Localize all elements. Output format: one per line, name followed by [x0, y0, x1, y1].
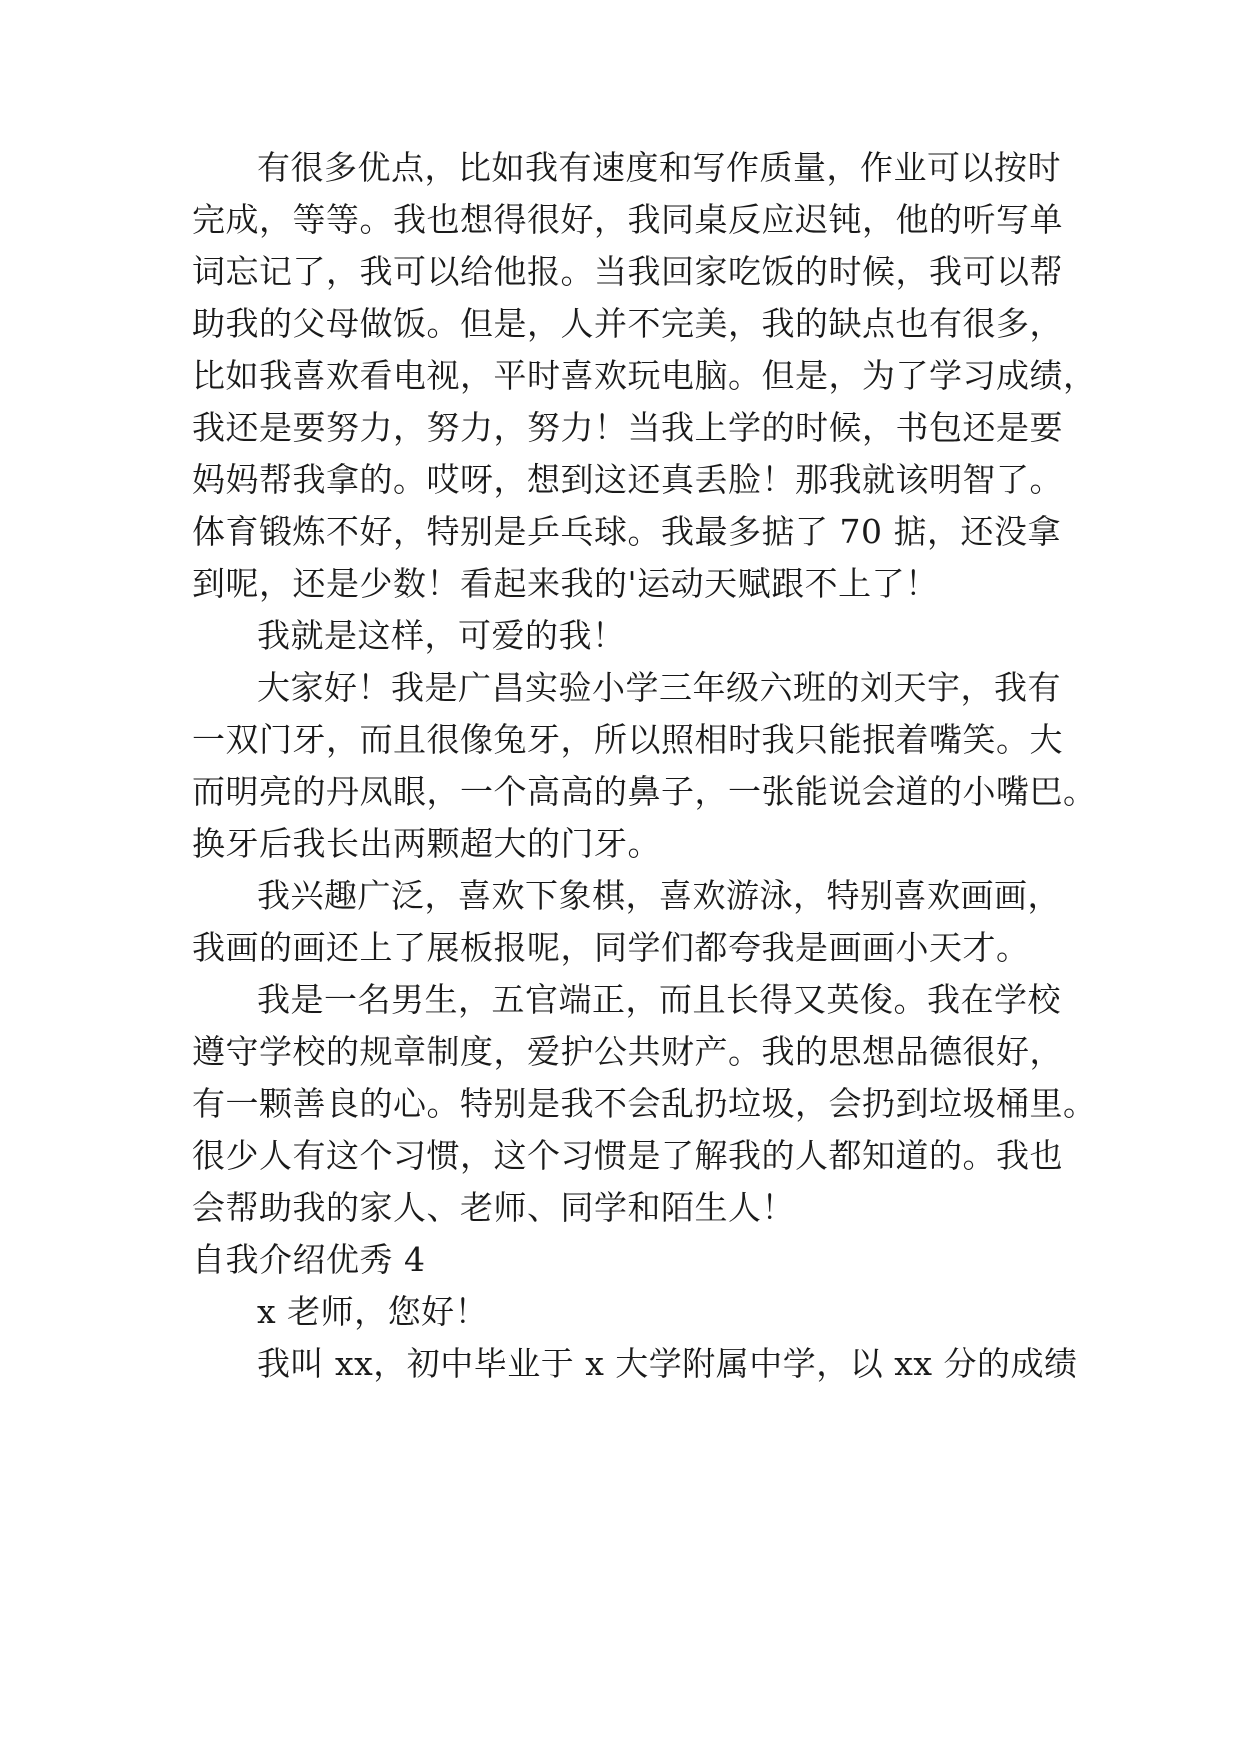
- text-line: 我就是这样，可爱的我！: [257, 616, 626, 655]
- text-line: 我还是要努力，努力，努力！当我上学的时候，书包还是要: [192, 408, 1063, 447]
- text-line: 到呢，还是少数！看起来我的'运动天赋跟不上了！: [192, 564, 939, 603]
- text-line: 换牙后我长出两颗超大的门牙。: [192, 824, 661, 863]
- text-line: 遵守学校的规章制度，爱护公共财产。我的思想品德很好，: [192, 1032, 1063, 1071]
- text-line: 而明亮的丹凤眼，一个高高的鼻子，一张能说会道的小嘴巴。: [192, 772, 1097, 811]
- text-line: 体育锻炼不好，特别是乒乓球。我最多掂了 70 掂，还没拿: [192, 512, 1061, 551]
- text-line: x 老师，您好！: [257, 1292, 489, 1331]
- text-line: 会帮助我的家人、老师、同学和陌生人！: [192, 1188, 795, 1227]
- text-line: 我叫 xx，初中毕业于 x 大学附属中学，以 xx 分的成绩: [257, 1344, 1078, 1383]
- text-line: 完成，等等。我也想得很好，我同桌反应迟钝，他的听写单: [192, 200, 1063, 239]
- text-line: 比如我喜欢看电视，平时喜欢玩电脑。但是，为了学习成绩，: [192, 356, 1097, 395]
- text-line: 词忘记了，我可以给他报。当我回家吃饭的时候，我可以帮: [192, 252, 1063, 291]
- text-line: 我兴趣广泛，喜欢下象棋，喜欢游泳，特别喜欢画画，: [257, 876, 1061, 915]
- text-line: 有很多优点，比如我有速度和写作质量，作业可以按时: [257, 148, 1061, 187]
- text-line: 很少人有这个习惯，这个习惯是了解我的人都知道的。我也: [192, 1136, 1063, 1175]
- text-line: 助我的父母做饭。但是，人并不完美，我的缺点也有很多，: [192, 304, 1063, 343]
- text-line: 有一颗善良的心。特别是我不会乱扔垃圾，会扔到垃圾桶里。: [192, 1084, 1097, 1123]
- text-line: 一双门牙，而且很像兔牙，所以照相时我只能抿着嘴笑。大: [192, 720, 1063, 759]
- text-line: 妈妈帮我拿的。哎呀，想到这还真丢脸！那我就该明智了。: [192, 460, 1063, 499]
- text-line: 我是一名男生，五官端正，而且长得又英俊。我在学校: [257, 980, 1061, 1019]
- text-line: 大家好！我是广昌实验小学三年级六班的刘天宇，我有: [257, 668, 1061, 707]
- section-heading: 自我介绍优秀 4: [192, 1240, 426, 1279]
- text-line: 我画的画还上了展板报呢，同学们都夸我是画画小天才。: [192, 928, 1030, 967]
